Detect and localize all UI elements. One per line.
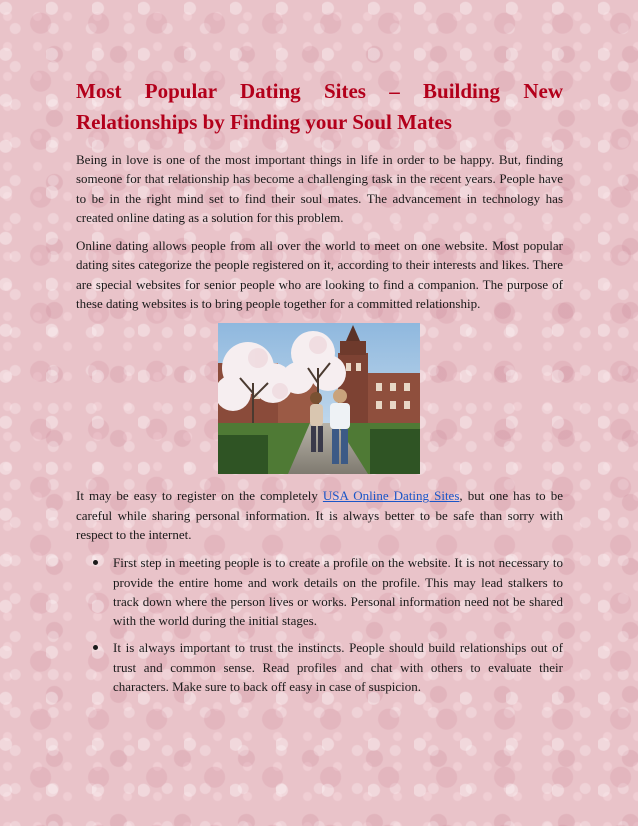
registration-paragraph: [76, 486, 563, 544]
list-item-text: First step in meeting people is to create a profile on the website. It is not necessary to provide the entire home and work details on the profile. This may lead stalkers to track down where the person lives or works. Personal information need not be shared with the world during the initial stages.: [113, 555, 563, 629]
list-item: [76, 553, 563, 630]
document-page: [76, 76, 563, 704]
tips-list: [76, 553, 563, 696]
list-item: [76, 638, 563, 696]
registration-text-after: , but one has to be careful while sharing personal information. It is always better to be safe than sorry with respect to the internet.: [76, 488, 563, 542]
bullet-icon: [93, 645, 98, 650]
document-title: Most Popular Dating Sites – Building New Relationships by Finding your Soul Mates: [76, 79, 563, 134]
couple-walking-photo: [218, 323, 420, 474]
registration-text-before: It may be easy to register on the completely: [76, 488, 323, 504]
intro-paragraph: Being in love is one of the most important things in life in order to be happy. But, finding someone for that relationship has become a challenging task in the recent years. People have to be in the right mind set to find their soul mates. The advancement in technology has created online dating as a solution for this problem.: [76, 152, 563, 225]
bullet-icon: [93, 560, 98, 565]
list-item-text: It is always important to trust the instincts. People should build relationships out of trust and common sense. Read profiles and chat with others to evaluate their characters. Make sure to back off easy in case of suspicion.: [113, 640, 563, 695]
usa-online-dating-sites-link[interactable]: USA Online Dating Sites: [322, 488, 460, 504]
online-dating-paragraph: Online dating allows people from all over the world to meet on one website. Most popular dating sites categorize the people registered on it, according to their interests and likes. There are special websites for senior people who are looking to find a companion. The purpose of these dating websites is to bring people together for a committed relationship.: [76, 238, 563, 312]
